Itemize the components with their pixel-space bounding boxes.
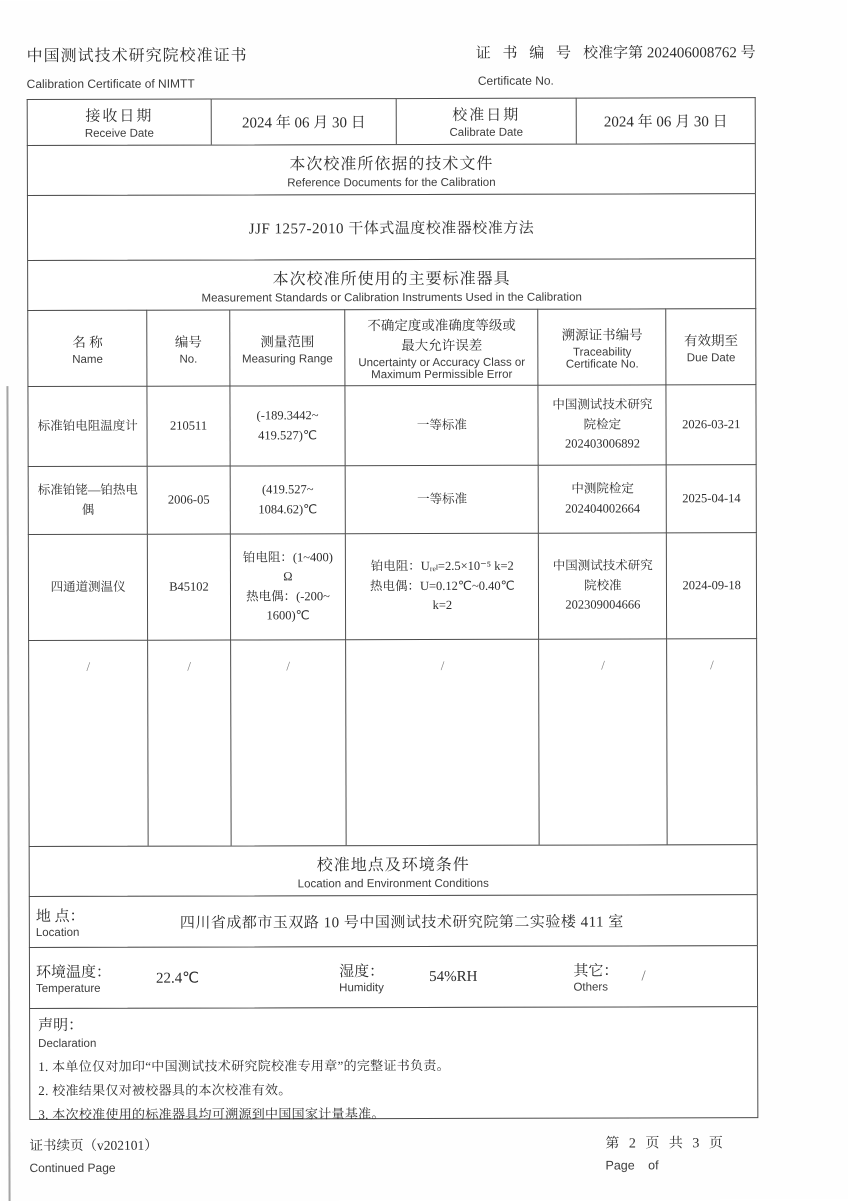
declaration-item-2: 2. 校准结果仅对被校器具的本次校准有效。 (38, 1082, 292, 1099)
cell-range: (-189.3442~ 419.527)℃ (230, 386, 346, 466)
location-label (36, 905, 154, 939)
location-label-zh: 地 点： (35, 908, 85, 926)
cell-due: 2026-03-21 (666, 385, 756, 465)
standards-row-1 (28, 385, 756, 467)
cell-traceability: 中国测试技术研究 院检定 202403006892 (538, 385, 666, 465)
cell-range: 铂电阻：(1~400) Ω 热电偶：(-200~ 1600)℃ (230, 534, 346, 640)
col-header-name (28, 310, 148, 386)
col-header-uncertainty-zh: 不确定度或准确度等级或 最大允许误差 (367, 317, 516, 354)
cell-name: 四通道测温仪 (28, 534, 148, 640)
calibrate-date-label-en: Calibrate Date (449, 126, 524, 139)
cell-range: (419.527~ 1084.62)℃ (230, 466, 346, 534)
page-number-zh: 第 2 页 共 3 页 (605, 1136, 726, 1152)
standards-header-row (28, 309, 756, 387)
col-header-traceability (538, 309, 666, 385)
date-table (27, 97, 756, 146)
certificate-number-label-en: Certificate No. (477, 73, 554, 88)
cell-traceability: / (539, 639, 668, 845)
environment-title-zh: 校准地点及环境条件 (316, 856, 470, 875)
cell-no: 2006-05 (148, 466, 230, 534)
scan-edge-artifact (6, 386, 10, 1201)
cell-name: 标准铂铑—铂热电 偶 (28, 466, 148, 534)
others-value: / (641, 967, 646, 984)
cell-range: / (230, 640, 346, 846)
document-footer (29, 1132, 758, 1184)
certificate-number-line (476, 41, 756, 63)
cell-uncertainty: 一等标准 (346, 465, 539, 534)
certificate-number-value: 校准字第 202406008762 号 (583, 45, 756, 62)
standards-row-4-empty (29, 639, 758, 847)
cell-no: / (148, 640, 231, 846)
others-label (573, 959, 625, 993)
cell-uncertainty: 铂电阻：Uᵣₑₗ=2.5×10⁻⁵ k=2 热电偶：U=0.12℃~0.40℃ k=2 (346, 533, 539, 640)
page-number (605, 1132, 726, 1172)
issuer-title-zh: 中国测试技术研究院校准证书 (26, 47, 248, 66)
col-header-traceability-en: Traceability Certificate No. (565, 346, 639, 371)
calibrate-date-label (396, 98, 576, 144)
reference-doc-content (27, 193, 756, 261)
col-header-uncertainty (345, 309, 538, 386)
standards-title-en: Measurement Standards or Calibration Instruments Used in the Calibration (201, 291, 582, 305)
location-label-en: Location (35, 926, 80, 940)
receive-date-value: 2024 年 06 月 30 日 (211, 99, 396, 145)
reference-docs-title-zh: 本次校准所依据的技术文件 (289, 155, 494, 174)
issuer-title-en: Calibration Certificate of NIMTT (26, 76, 195, 92)
declaration-section (29, 1006, 758, 1123)
cell-traceability: 中国测试技术研究 院校准 202309004666 (539, 533, 667, 639)
cell-due: 2024-09-18 (667, 533, 757, 639)
col-header-due (666, 309, 756, 385)
humidity-label-zh: 湿度： (339, 964, 385, 981)
calibrate-date-value: 2024 年 06 月 30 日 (576, 98, 755, 144)
col-header-due-en: Due Date (686, 352, 736, 365)
page-number-en: Page of (605, 1158, 659, 1173)
temperature-label-en: Temperature (36, 982, 101, 996)
col-header-no (147, 310, 229, 386)
continued-page-zh: 证书续页（v202101） (29, 1137, 158, 1154)
issuer-title (27, 42, 248, 91)
continued-page-en: Continued Page (29, 1160, 116, 1176)
temperature-value: 22.4℃ (155, 970, 200, 987)
receive-date-label-zh: 接收日期 (85, 108, 154, 125)
col-header-range-en: Measuring Range (241, 353, 333, 366)
calibrate-date-label-zh: 校准日期 (452, 107, 521, 124)
declaration-title-en: Declaration (38, 1037, 97, 1051)
environment-row (29, 945, 758, 1009)
cell-uncertainty: 一等标准 (345, 385, 538, 466)
cell-traceability: 中测院检定 202404002664 (538, 465, 666, 533)
others-group (573, 959, 645, 993)
document-content (26, 0, 758, 1184)
temperature-label (36, 961, 132, 995)
col-header-no-en: No. (179, 353, 198, 366)
environment-title (29, 844, 758, 897)
standards-title (27, 258, 756, 311)
reference-docs-title-en: Reference Documents for the Calibration (287, 176, 496, 190)
cell-no: 210511 (147, 386, 229, 466)
receive-date-label (27, 99, 211, 145)
standards-row-2 (28, 465, 756, 535)
col-header-due-zh: 有效期至 (684, 333, 739, 349)
cell-name: / (29, 640, 149, 846)
reference-doc-text: JJF 1257-2010 干体式温度校准器校准方法 (248, 220, 535, 237)
location-row (29, 894, 758, 948)
cell-due: 2025-04-14 (667, 465, 757, 533)
receive-date-label-en: Receive Date (84, 127, 154, 140)
declaration-item-1: 1. 本单位仅对加印“中国测试技术研究院校准专用章”的完整证书负责。 (38, 1057, 450, 1075)
others-label-en: Others (573, 981, 608, 994)
col-header-traceability-zh: 溯源证书编号 (561, 327, 643, 343)
cell-uncertainty: / (346, 639, 539, 846)
others-label-zh: 其它： (573, 963, 619, 980)
temperature-label-zh: 环境温度： (35, 964, 112, 982)
document-header (26, 0, 755, 91)
certificate-number (476, 41, 756, 90)
standards-table (27, 308, 757, 847)
location-value: 四川省成都市玉双路 10 号中国测试技术研究院第二实验楼 411 室 (179, 913, 624, 932)
cell-name: 标准铂电阻温度计 (28, 386, 148, 466)
col-header-name-en: Name (72, 353, 103, 366)
declaration-title-zh: 声明： (38, 1017, 84, 1035)
col-header-no-zh: 编号 (174, 334, 202, 350)
cell-due: / (667, 639, 757, 845)
humidity-label (339, 960, 405, 994)
cell-no: B45102 (148, 534, 231, 640)
standards-row-3 (28, 533, 756, 641)
environment-title-en: Location and Environment Conditions (297, 877, 489, 891)
col-header-uncertainty-en: Uncertainty or Accuracy Class or Maximum Permissible Error (358, 356, 526, 382)
standards-title-zh: 本次校准所使用的主要标准器具 (272, 270, 511, 289)
certificate-number-label-zh: 证 书 编 号 (475, 45, 576, 62)
temperature-group (36, 961, 199, 995)
reference-docs-title (27, 143, 756, 196)
col-header-range (229, 310, 345, 386)
col-header-name-zh: 名 称 (72, 334, 103, 350)
col-header-range-zh: 测量范围 (260, 334, 315, 350)
humidity-label-en: Humidity (339, 982, 384, 995)
humidity-value: 54%RH (429, 968, 478, 985)
humidity-group (339, 960, 477, 994)
declaration-item-3: 3. 本次校准使用的标准器具均可溯源到中国国家计量基准。 (38, 1106, 385, 1123)
